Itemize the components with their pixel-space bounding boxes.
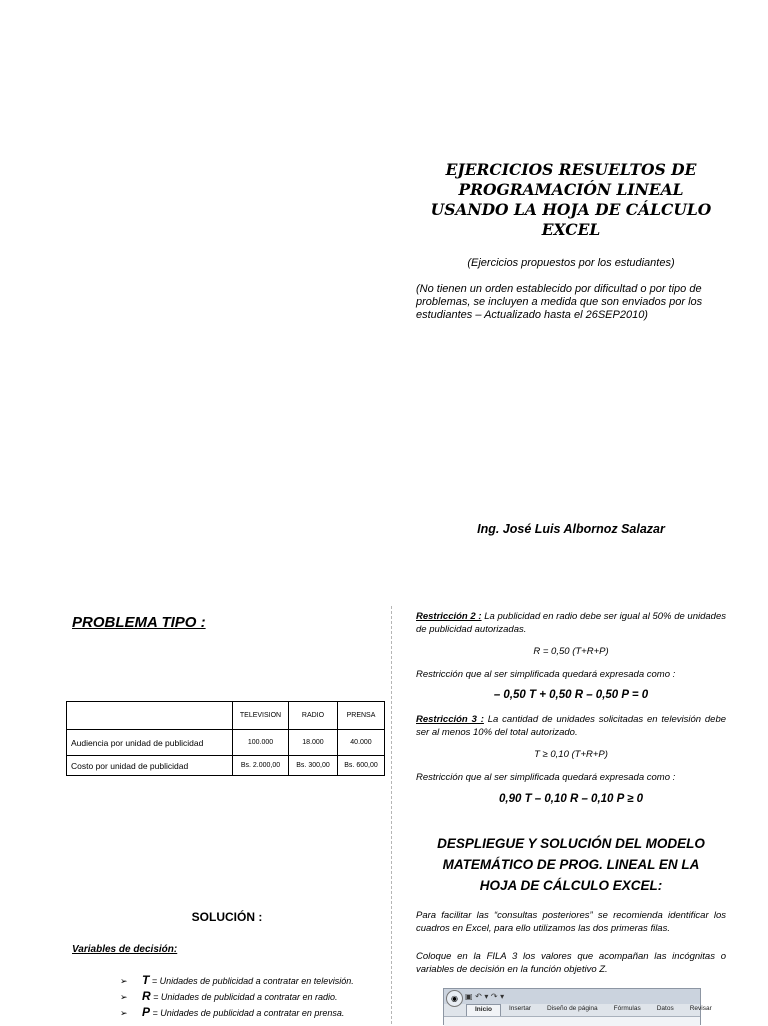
- tab-revisar: Revisar: [689, 1005, 712, 1012]
- document-title: [410, 160, 732, 240]
- restriction-label: Restricción 2 :: [416, 611, 482, 622]
- author-name: Ing. José Luis Albornoz Salazar: [477, 522, 665, 536]
- restriction-label: Restricción 3 :: [416, 714, 484, 725]
- table-cell: Costo por unidad de publicidad: [67, 756, 233, 776]
- equation-simplified: 0,90 T – 0,10 R – 0,10 P ≥ 0: [499, 793, 643, 805]
- ribbon-tabs: [444, 1004, 712, 1016]
- variable-description: = Unidades de publicidad a contratar en televisión.: [149, 976, 354, 986]
- tab-inicio: Inicio: [466, 1004, 501, 1016]
- restriction-3: [416, 713, 726, 739]
- table-header-cell: [67, 702, 233, 730]
- cover-block: [410, 160, 732, 322]
- equation-simplified: – 0,50 T + 0,50 R – 0,50 P = 0: [493, 689, 649, 701]
- variable-symbol: T: [142, 973, 150, 987]
- section-heading-line: MATEMÁTICO DE PROG. LINEAL EN LA: [442, 857, 700, 872]
- paragraph: Coloque en la FILA 3 los valores que acompañan las incógnitas o variables de decisión en la función objetivo Z.: [416, 951, 726, 975]
- document-subtitle: (Ejercicios propuestos por los estudiantes): [467, 257, 675, 269]
- table-row: [67, 730, 385, 756]
- title-line: USANDO LA HOJA DE CÁLCULO: [430, 200, 712, 219]
- equation: T ≥ 0,10 (T+R+P): [534, 749, 608, 760]
- variable-symbol: P: [142, 1005, 151, 1019]
- title-line: EXCEL: [541, 220, 601, 239]
- decision-variables-list: [120, 972, 354, 1020]
- variable-description: = Unidades de publicidad a contratar en radio.: [150, 992, 338, 1002]
- restriction-text: La publicidad en radio debe ser igual al 50% de unidades de publicidad autorizadas.: [416, 611, 726, 635]
- equation: R = 0,50 (T+R+P): [533, 646, 609, 657]
- arrow-bullet-icon: ➢: [120, 976, 128, 986]
- tab-datos: Datos: [656, 1005, 674, 1012]
- list-item: [120, 972, 354, 988]
- table-row: [67, 756, 385, 776]
- section-heading-line: DESPLIEGUE Y SOLUCIÓN DEL MODELO: [437, 836, 705, 851]
- section-heading-line: HOJA DE CÁLCULO EXCEL:: [479, 878, 663, 893]
- simplified-note: Restricción que al ser simplificada quedará expresada como :: [416, 772, 676, 783]
- paragraph: Para facilitar las “consultas posteriores” se recomienda identificar los cuadros en Excel, para ello utilizamos las dos primeras filas.: [416, 910, 726, 934]
- title-line: PROGRAMACIÓN LINEAL: [458, 180, 684, 199]
- arrow-bullet-icon: ➢: [120, 992, 128, 1002]
- section-heading: [416, 833, 726, 896]
- table-header-row: [67, 702, 385, 730]
- list-item: [120, 988, 354, 1004]
- decision-variables-heading: Variables de decisión:: [72, 944, 178, 955]
- table-cell: 100.000: [233, 730, 289, 756]
- office-button-icon: ◉: [446, 990, 463, 1007]
- publicity-table: [66, 701, 385, 776]
- tab-formulas: Fórmulas: [613, 1005, 641, 1012]
- table-header-cell: RADIO: [289, 702, 338, 730]
- table-cell: Bs. 300,00: [289, 756, 338, 776]
- table-cell: 18.000: [289, 730, 338, 756]
- solution-heading: SOLUCIÓN :: [191, 910, 263, 924]
- excel-screenshot: [443, 988, 712, 1025]
- column-divider: [391, 606, 392, 1024]
- list-item: [120, 1004, 354, 1020]
- arrow-bullet-icon: ➢: [120, 1008, 128, 1018]
- problem-heading: PROBLEMA TIPO :: [72, 614, 206, 631]
- variable-symbol: R: [142, 989, 151, 1003]
- quick-access-bar: [444, 989, 700, 1004]
- tab-insertar: Insertar: [508, 1005, 532, 1012]
- table-cell: 40.000: [338, 730, 385, 756]
- restriction-2: [416, 610, 726, 636]
- table-header-cell: TELEVISION: [233, 702, 289, 730]
- ribbon-area: [444, 1016, 700, 1026]
- simplified-note: Restricción que al ser simplificada quedará expresada como :: [416, 669, 676, 680]
- tab-diseno-pagina: Diseño de página: [547, 1005, 598, 1012]
- table-cell: Audiencia por unidad de publicidad: [67, 730, 233, 756]
- table-cell: Bs. 2.000,00: [233, 756, 289, 776]
- document-note: (No tienen un orden establecido por dificultad o por tipo de problemas, se incluyen a medida que son enviados por los estudiantes – Actualizado hasta el 26SEP2010): [416, 283, 703, 321]
- restriction-text: La cantidad de unidades solicitadas en televisión debe ser al menos 10% del total autorizado.: [416, 714, 727, 738]
- table-header-cell: PRENSA: [338, 702, 385, 730]
- quick-access-icons: ▣ ↶ ▾ ↷ ▾: [465, 992, 505, 1001]
- variable-description: = Unidades de publicidad a contratar en prensa.: [150, 1008, 345, 1018]
- title-line: EJERCICIOS RESUELTOS DE: [445, 160, 697, 179]
- table-cell: Bs. 600,00: [338, 756, 385, 776]
